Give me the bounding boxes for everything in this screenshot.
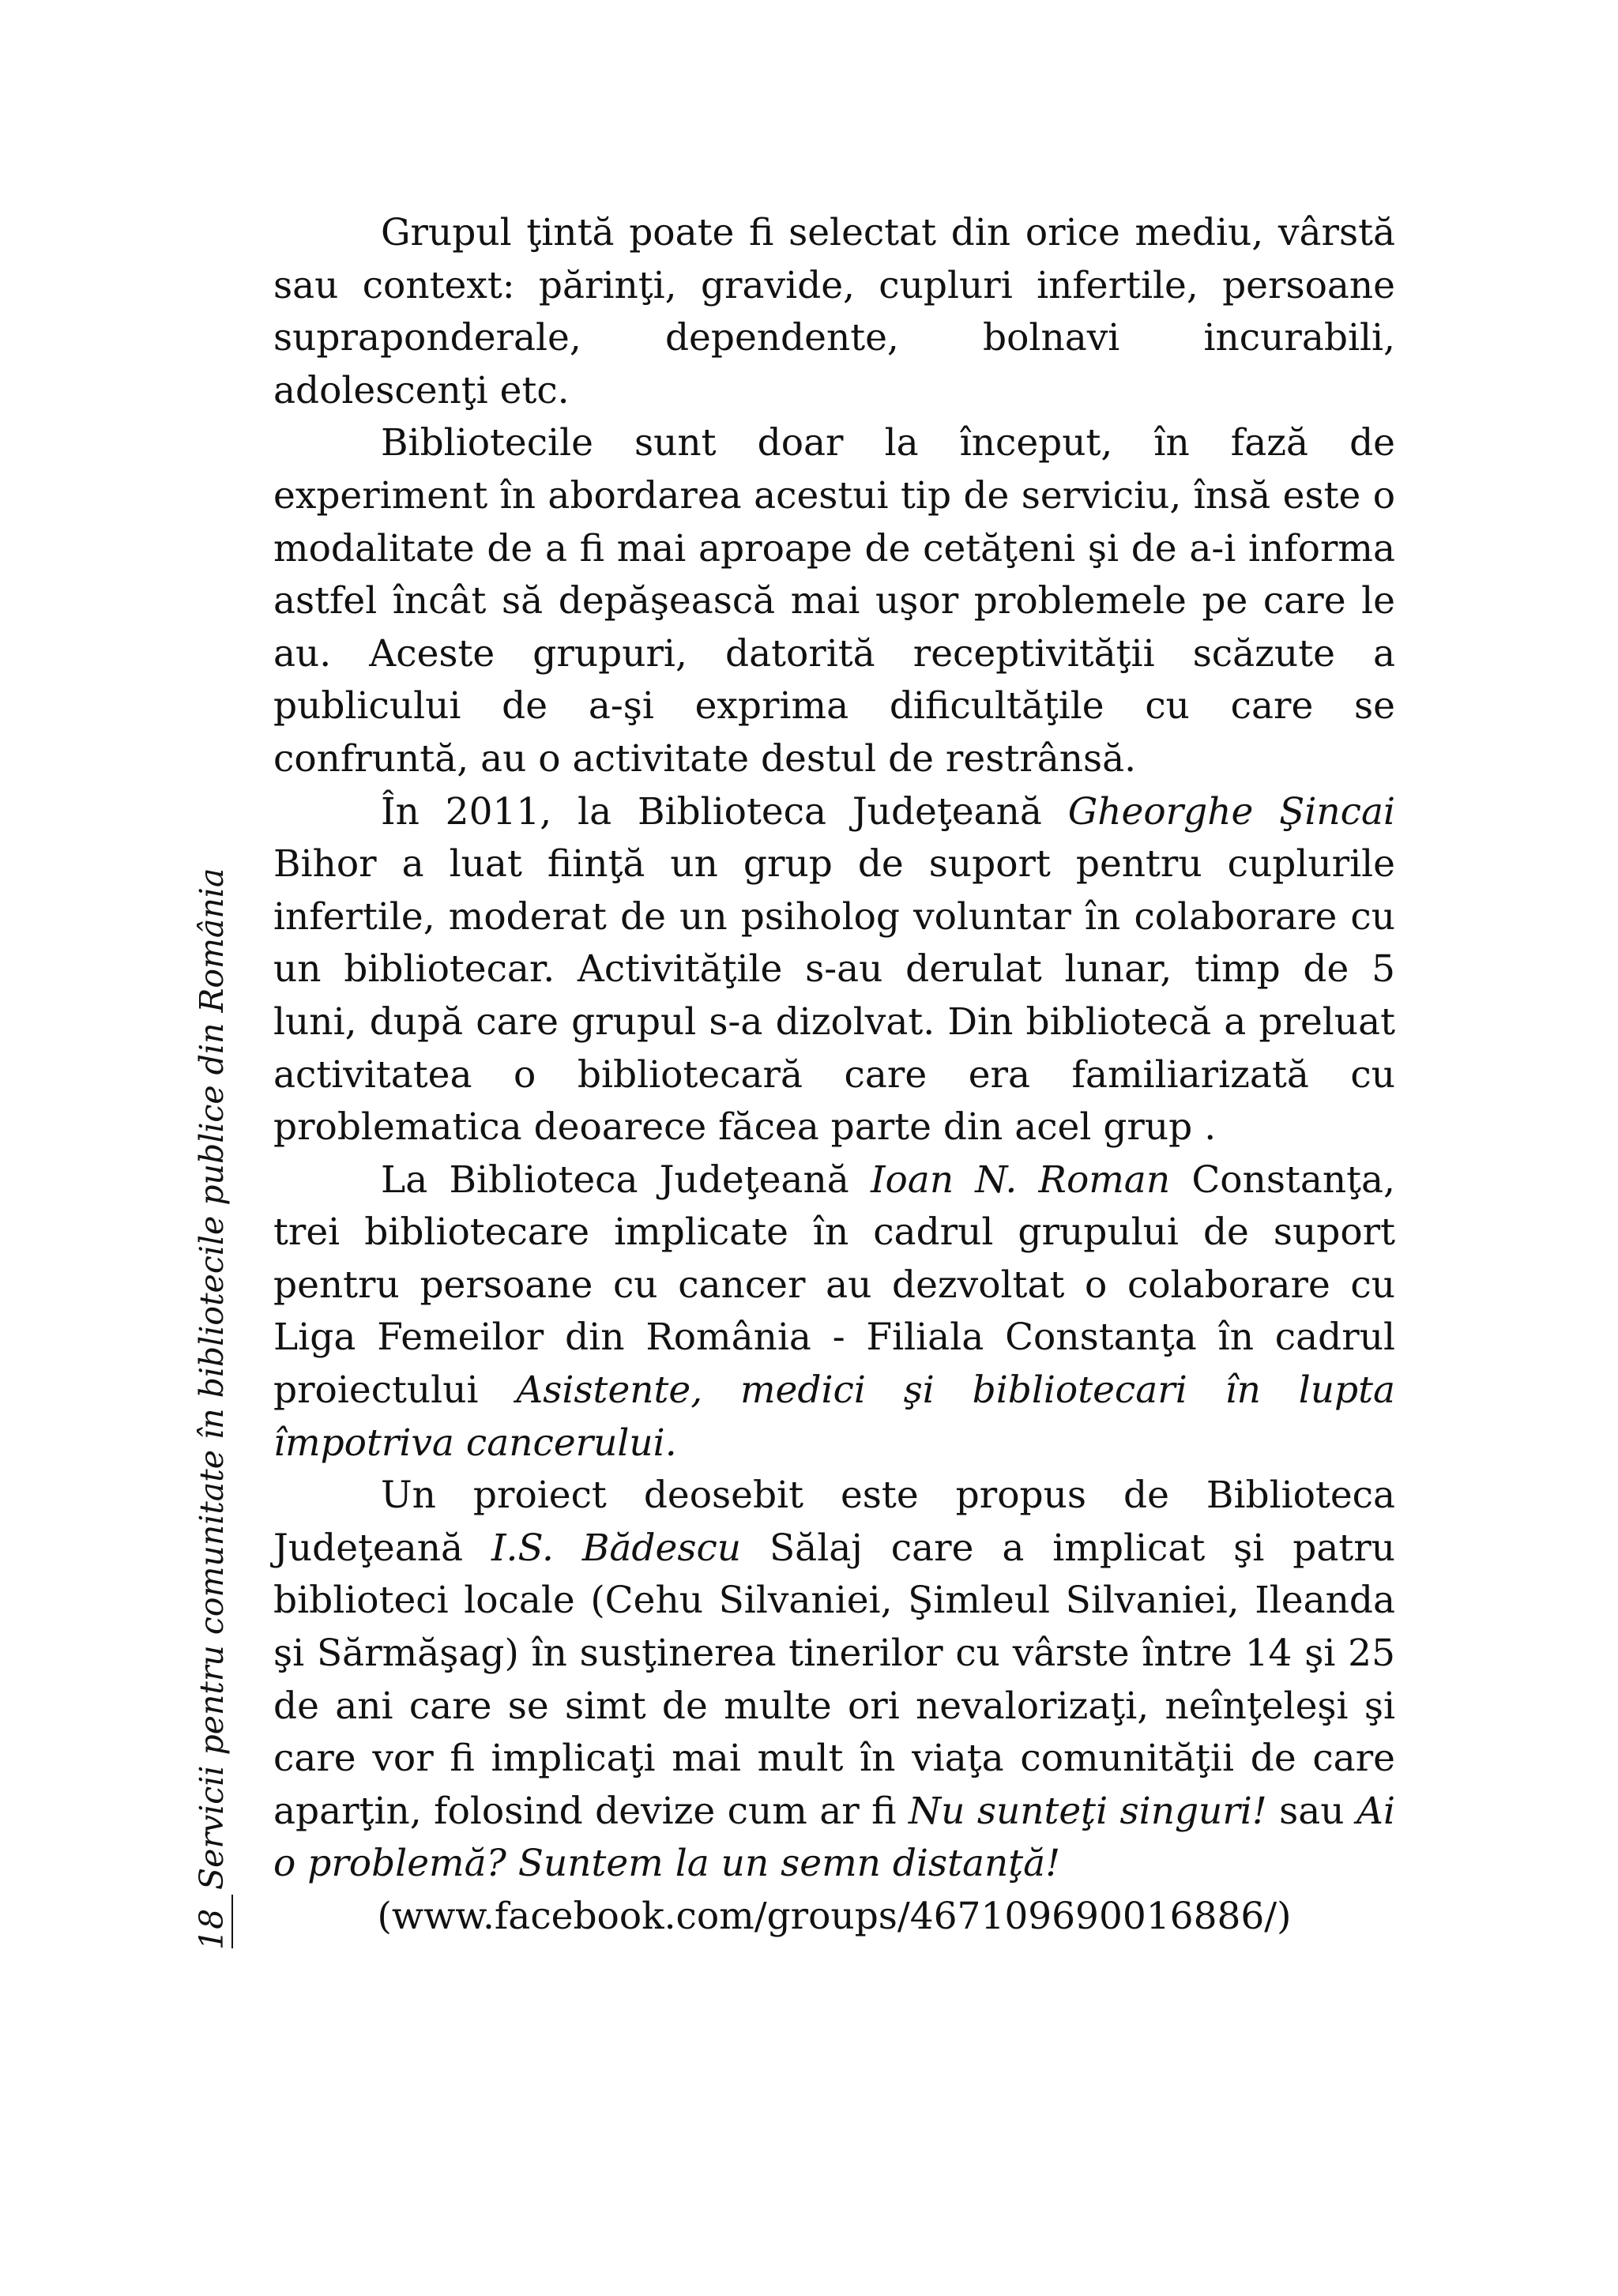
paragraph-salaj-project [273,1470,1395,1891]
text-span: Bihor a luat fiinţă un grup de suport pentru cuplurile infertile, moderat de un psiholog voluntar în colaborare cu un bibliotecar. Activităţile s-au derulat lunar, timp de 5 luni, după care grupul s-a dizolvat. Din bibliotecă a preluat activitatea o bibliotecară care era familiarizată cu problematica deoarece făcea parte din acel grup . [273,842,1395,1150]
paragraph-constanta-group [273,1154,1395,1470]
text-span: Constanţa, trei bibliotecare implicate în cadrul grupului de suport pentru persoane cu cancer au dezvoltat o colaborare cu Liga Femeilor din România - Filiala Constanţa în cadrul proiectului [273,1157,1395,1413]
project-name-italic: Asistente, medici şi bibliotecari în lupta împotriva cancerului. [273,1368,1395,1465]
facebook-url: (www.facebook.com/groups/467109690016886/) [377,1895,1292,1938]
paragraph-target-group: Grupul ţintă poate fi selectat din orice mediu, vârstă sau context: părinţi, gravide, cupluri infertile, persoane supraponderale, dependente, bolnavi incurabili, adolescenţi etc. [273,211,1395,412]
paragraph-libraries-experiment: Bibliotecile sunt doar la început, în fază de experiment în abordarea acestui tip de serviciu, însă este o modalitate de a fi mai aproape de cetăţeni şi de a-i informa astfel încât să depăşească mai uşor problemele pe care le au. Aceste grupuri, datorită receptivităţii scăzute a publicului de a-şi exprima dificultăţile cu care se confruntă, au o activitate destul de restrânsă. [273,421,1395,781]
text-span: Un proiect deosebit este propus de Biblioteca Judeţeană [273,1474,1395,1570]
library-name-italic: Ioan N. Roman [870,1157,1171,1202]
text-span: Sălaj care a implicat şi patru biblioteci locale (Cehu Silvaniei, Şimleul Silvaniei, Ileanda şi Sărmăşag) în susţinerea tinerilor cu vârste între 14 şi 25 de ani care se simt de multe ori nevalorizaţi, neînţeleşi şi care vor fi implicaţi mai mult în viaţa comunităţii de care aparţin, folosind devize cum ar fi [273,1526,1395,1833]
slogan-italic: Nu sunteţi singuri! [908,1789,1267,1833]
running-head-title: Servicii pentru comunitate în bibliotecile publice din România [193,868,231,1890]
text-span: sau [1266,1789,1357,1833]
body-text [273,207,1395,1944]
slogan-italic: Ai o problemă? Suntem la un semn distanţă! [273,1789,1395,1886]
page-number: 18 [193,1908,231,1950]
paragraph-bihor-group [273,786,1395,1154]
text-span: La Biblioteca Judeţeană [381,1157,871,1202]
text-span: În 2011, la Biblioteca Judeţeană [381,789,1068,834]
library-name-italic: Gheorghe Şincai [1067,789,1395,834]
library-name-italic: I.S. Bădescu [491,1526,742,1570]
